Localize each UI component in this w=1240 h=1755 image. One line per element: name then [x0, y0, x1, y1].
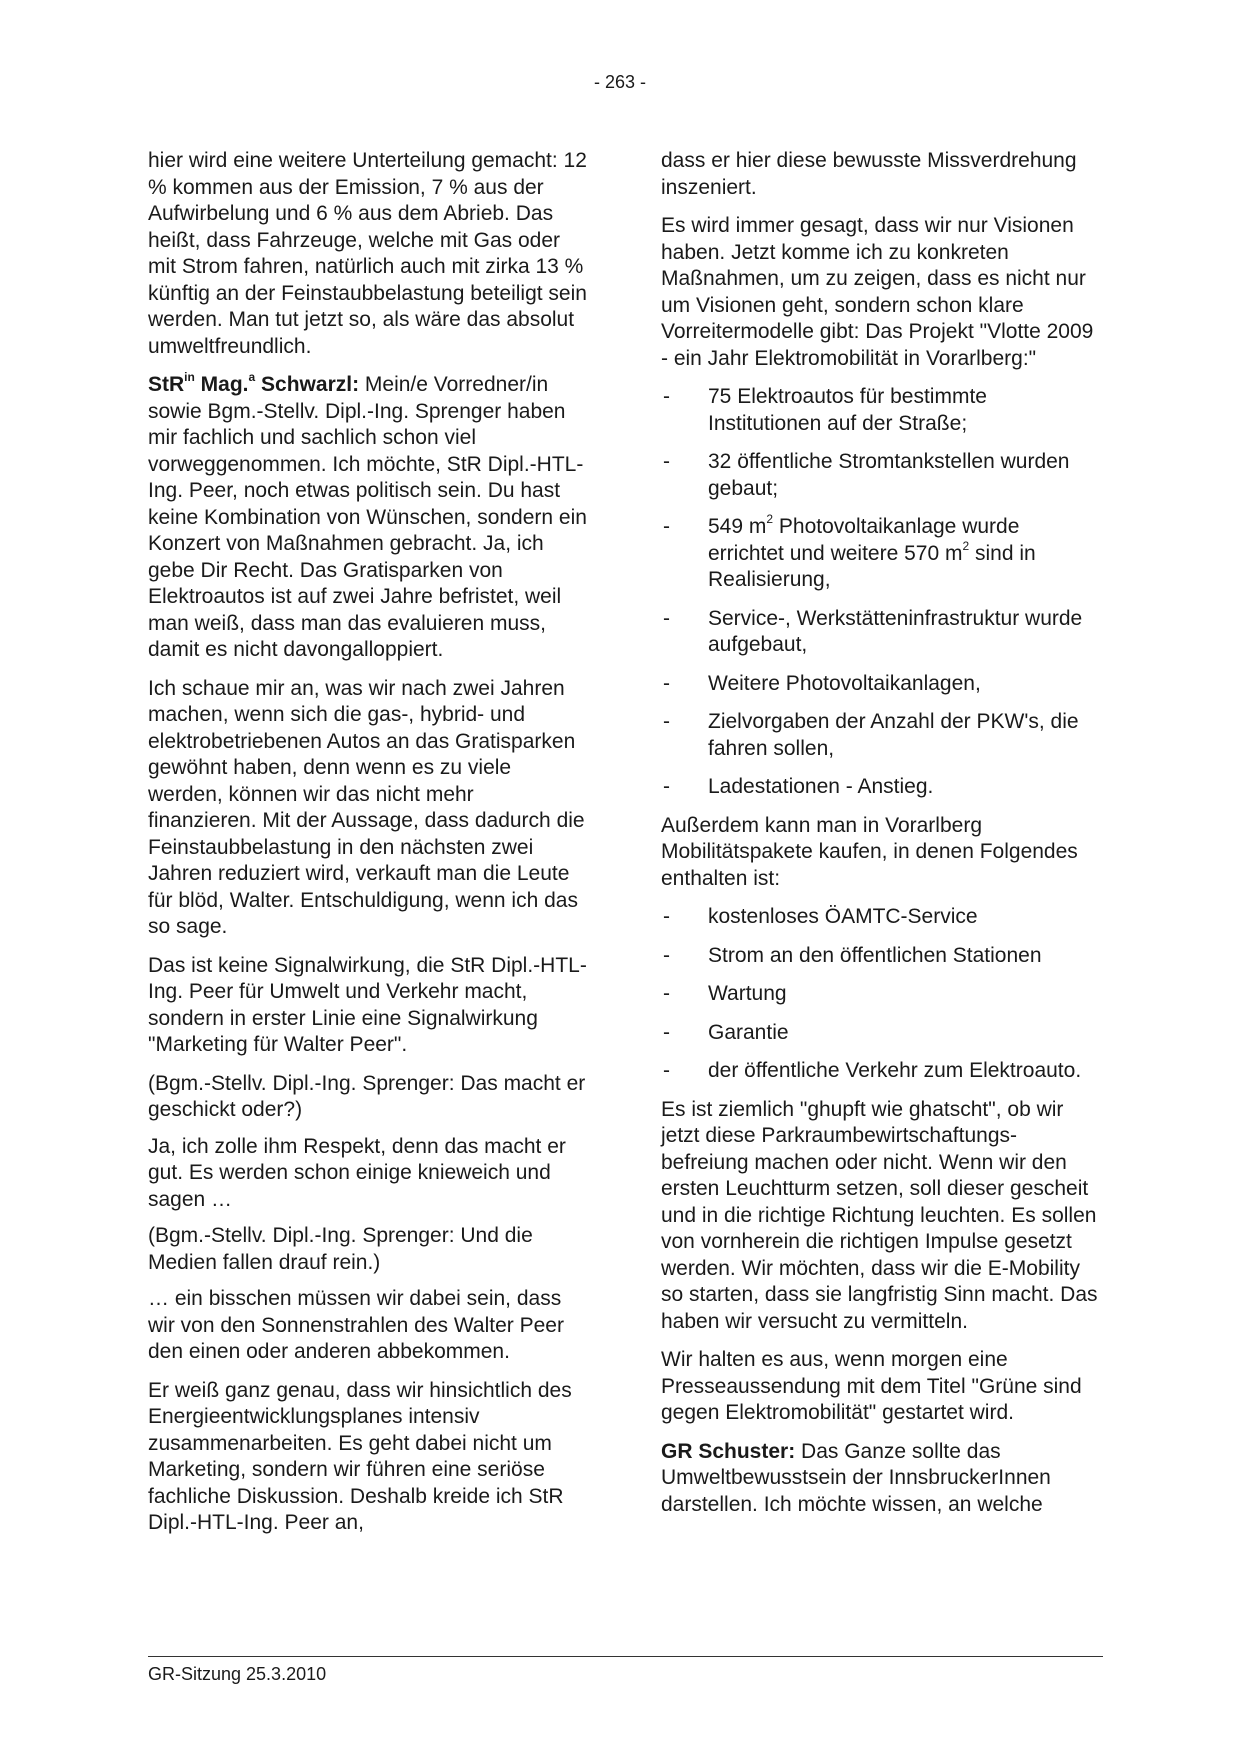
- vlotte-list: [661, 384, 1101, 801]
- list-item: - 75 Elektroautos für bestimmte Institutionen auf der Straße;: [663, 385, 987, 435]
- list-item: - 549 $m^2$ Photovoltaikanlage wurde errichtet und weitere 570 $m^2$ sind in Realisierung,: [663, 512, 1036, 591]
- paragraph: Ja, ich zolle ihm Respekt, denn das macht er gut. Es werden schon einige knieweich und sagen …: [148, 1134, 566, 1211]
- list-item: - Zielvorgaben der Anzahl der PKW's, die fahren sollen,: [663, 710, 1079, 760]
- paragraph: dass er hier diese bewusste Missverdrehung inszeniert.: [661, 149, 1077, 199]
- list-item: - Strom an den öffentlichen Stationen: [663, 943, 1042, 967]
- footer-divider: [148, 1656, 1103, 1657]
- paragraph: Ich schaue mir an, was wir nach zwei Jahren machen, wenn sich die gas-, hybrid- und elektrobetriebenen Autos an das Gratisparken gewöhnt haben, denn wenn es zu viele werden, können wir das nicht mehr finanzieren. Mit der Aussage, dass dadurch die Feinstaubbelastung in den nächsten zwei Jahren reduziert wird, verkauft man die Leute für blöd, Walter. Entschuldigung, wenn ich das so sage.: [148, 676, 585, 938]
- paragraph-schuster: GR Schuster: Das Ganze sollte das Umweltbewusstsein der InnsbruckerInnen darstellen. Ich möchte wissen, an welche: [661, 1439, 1051, 1516]
- footer-session-date: GR-Sitzung 25.3.2010: [148, 1664, 327, 1684]
- list-item: - 32 öffentliche Stromtankstellen wurden gebaut;: [663, 450, 1070, 500]
- list-item: - Service-, Werkstätteninfrastruktur wurde aufgebaut,: [663, 606, 1083, 656]
- list-item: - Garantie: [663, 1020, 789, 1044]
- paragraph: Das ist keine Signalwirkung, die StR Dipl.-HTL-Ing. Peer für Umwelt und Verkehr macht, sondern in erster Linie eine Signalwirkung "Marketing für Walter Peer".: [148, 953, 587, 1056]
- paragraph-schwarzl: StR$^{in}$ Mag.$^a$ Schwarzl: Mein/e Vorredner/in sowie Bgm.-Stellv. Dipl.-Ing. Sprenger haben mir fachlich und sachlich schon viel vorweggenommen. Ich möchte, StR Dipl.-HTL-Ing. Peer, noch etwas politisch sein. Du hast keine Kombination von Wünschen, sondern ein Konzert von Maßnahmen gebracht. Ja, ich gebe Dir Recht. Das Gratisparken von Elektroautos ist auf zwei Jahre befristet, weil man weiß, dass man das evaluieren muss, damit es nicht davongalloppiert.: [148, 370, 587, 661]
- page-number: - 263 -: [593, 72, 647, 92]
- paragraph: Wir halten es aus, wenn morgen eine Presseaussendung mit dem Titel "Grüne sind gegen Elektromobilität" gestartet wird.: [661, 1348, 1082, 1424]
- speaker-name: GR Schuster:: [661, 1439, 796, 1463]
- interjection: (Bgm.-Stellv. Dipl.-Ing. Sprenger: Das macht er geschickt oder?): [148, 1071, 586, 1121]
- speaker-name: StR$^{in}$ Mag.$^a$ Schwarzl:: [148, 370, 360, 396]
- list-item: - Weitere Photovoltaikanlagen,: [663, 671, 981, 695]
- paragraph: Es wird immer gesagt, dass wir nur Visionen haben. Jetzt komme ich zu konkreten Maßnahmen, um zu zeigen, dass es nicht nur um Visionen geht, sondern schon klare Vorreitermodelle gibt: Das Projekt "Vlotte 2009 - ein Jahr Elektromobilität in Vorarlberg:": [661, 214, 1094, 370]
- paragraph: … ein bisschen müssen wir dabei sein, dass wir von den Sonnenstrahlen des Walter Peer den einen oder anderen abbekommen.: [148, 1287, 564, 1363]
- paragraph: Außerdem kann man in Vorarlberg Mobilitätspakete kaufen, in denen Folgendes enthalten ist:: [661, 813, 1078, 890]
- paragraph: Es ist ziemlich "ghupft wie ghatscht", ob wir jetzt diese Parkraumbewirtschaftungs-befreiung machen oder nicht. Wenn wir den ersten Leuchtturm setzen, soll dieser gescheit und in die richtige Richtung leuchten. Es sollen von vornherein die richtigen Impulse gesetzt werden. Wir möchten, dass wir die E-Mobility so starten, dass sie langfristig Sinn macht. Das haben wir versucht zu vermitteln.: [661, 1097, 1098, 1333]
- list-item: - kostenloses ÖAMTC-Service: [663, 905, 978, 928]
- right-column: [661, 148, 1101, 1530]
- paragraph: Er weiß ganz genau, dass wir hinsichtlich des Energieentwicklungsplanes intensiv zusammenarbeiten. Es geht dabei nicht um Marketing, sondern wir führen eine seriöse fachliche Diskussion. Deshalb kreide ich StR Dipl.-HTL-Ing. Peer an,: [148, 1378, 572, 1534]
- interjection: (Bgm.-Stellv. Dipl.-Ing. Sprenger: Und die Medien fallen drauf rein.): [148, 1224, 533, 1274]
- list-item: - der öffentliche Verkehr zum Elektroauto.: [663, 1059, 1082, 1082]
- left-column: [148, 148, 588, 1549]
- paragraph: hier wird eine weitere Unterteilung gemacht: 12 % kommen aus der Emission, 7 % aus der Aufwirbelung und 6 % aus dem Abrieb. Das heißt, dass Fahrzeuge, welche mit Gas oder mit Strom fahren, natürlich auch mit zirka 13 % künftig an der Feinstaubbelastung beteiligt sein werden. Man tut jetzt so, als wäre das absolut umweltfreundlich.: [148, 149, 587, 358]
- list-item: - Wartung: [663, 982, 787, 1005]
- mobility-package-list: [661, 904, 1101, 1085]
- list-item: - Ladestationen - Anstieg.: [663, 775, 934, 798]
